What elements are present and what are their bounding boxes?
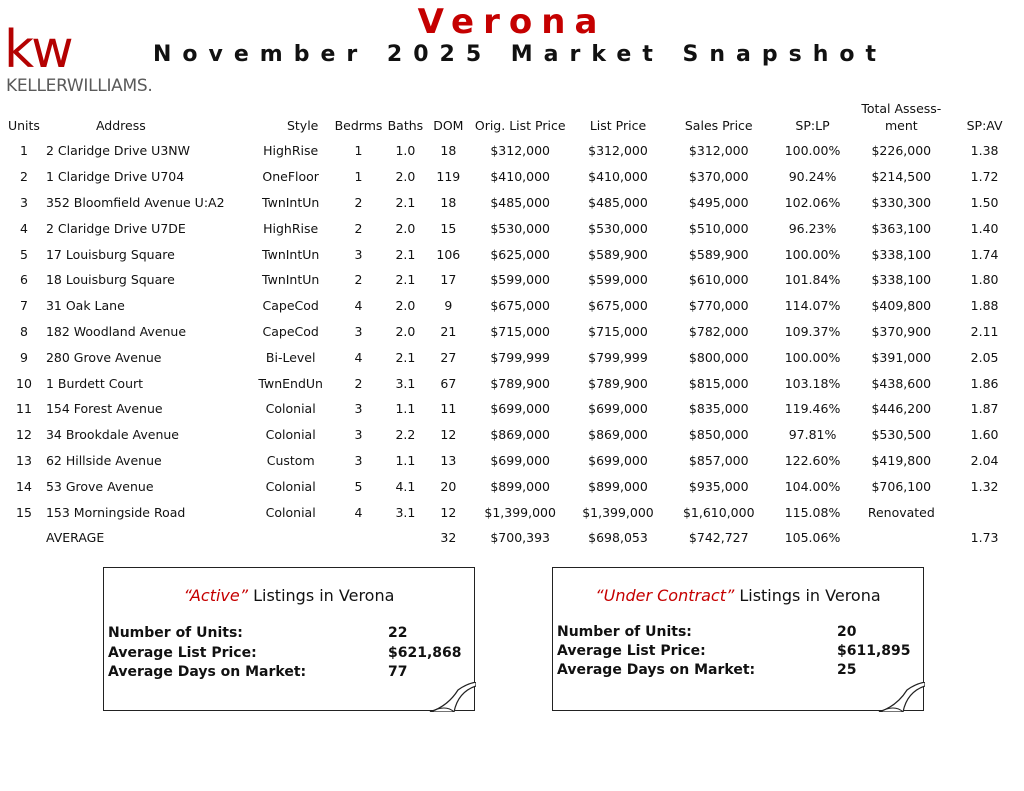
table-cell: 153 Morningside Road: [45, 504, 186, 520]
table-row: [4, 422, 1020, 448]
kw-logo-name-rest: WILLIAMS.: [66, 76, 153, 96]
table-cell: $1,610,000: [682, 504, 755, 520]
table-cell: $935,000: [688, 478, 749, 494]
table-cell: $799,999: [588, 349, 648, 365]
table-cell: 1.73: [970, 530, 999, 546]
table-row: [4, 473, 1020, 499]
table-row: [4, 293, 1020, 319]
table-cell: Colonial: [265, 401, 316, 417]
table-cell: 1.80: [970, 272, 999, 288]
table-cell: [949, 499, 1020, 525]
column-header: List Price: [589, 118, 647, 133]
table-cell: $510,000: [688, 220, 749, 236]
table-cell: 34 Brookdale Avenue: [45, 427, 179, 443]
table-cell: $338,100: [871, 246, 932, 262]
table-row: [4, 370, 1020, 396]
table-cell: 67: [440, 375, 457, 391]
table-cell: 1.40: [970, 220, 999, 236]
page-subtitle: November 2025 Market Snapshot: [153, 42, 887, 67]
column-header: DOM: [433, 118, 464, 133]
table-cell: $857,000: [688, 452, 749, 468]
table-cell: 62 Hillside Avenue: [45, 452, 162, 468]
table-cell: 2: [354, 375, 363, 391]
table-cell: $869,000: [490, 427, 551, 443]
under-contract-price-label: Average List Price:: [557, 643, 706, 659]
table-cell: 15: [440, 220, 457, 236]
table-cell: 96.23%: [788, 220, 837, 236]
table-cell: 3: [354, 452, 363, 468]
table-cell: $610,000: [688, 272, 749, 288]
table-cell: $699,000: [490, 452, 551, 468]
column-header: SP:AV: [966, 118, 1003, 133]
table-cell: $485,000: [490, 194, 551, 210]
table-cell: 115.08%: [784, 504, 841, 520]
table-cell: 104.00%: [784, 478, 841, 494]
table-cell: 18: [440, 194, 457, 210]
table-cell: 154 Forest Avenue: [45, 401, 163, 417]
kw-logo-mark: kw: [4, 20, 71, 80]
table-row: [4, 215, 1020, 241]
table-cell: HighRise: [263, 220, 319, 236]
table-cell: Bi-Level: [265, 349, 316, 365]
table-row: [4, 448, 1020, 474]
table-cell: [333, 525, 385, 551]
table-cell: 182 Woodland Avenue: [45, 323, 187, 339]
table-cell: $419,800: [871, 452, 932, 468]
table-cell: $1,399,000: [484, 504, 556, 520]
table-cell: 20: [440, 478, 457, 494]
table-cell: $226,000: [871, 143, 932, 159]
table-cell: 13: [440, 452, 457, 468]
table-cell: $312,000: [588, 143, 648, 159]
table-cell: $789,900: [588, 375, 648, 391]
table-cell: $699,000: [490, 401, 551, 417]
table-cell: 17: [440, 272, 457, 288]
table-cell: 11: [440, 401, 457, 417]
table-cell: 2: [354, 220, 363, 236]
table-cell: 101.84%: [784, 272, 841, 288]
table-cell: $312,000: [688, 143, 749, 159]
active-price-value: $621,868: [388, 645, 462, 661]
table-cell: 1.1: [395, 452, 416, 468]
table-cell: 12: [440, 504, 457, 520]
table-cell: CapeCod: [262, 323, 319, 339]
table-cell: 3: [354, 427, 363, 443]
active-listings-box: [103, 567, 475, 711]
table-cell: $700,393: [490, 530, 551, 546]
active-units-label: Number of Units:: [108, 625, 243, 641]
table-cell: Custom: [266, 452, 315, 468]
under-contract-units-value: 20: [837, 624, 857, 640]
table-cell: 2: [354, 194, 363, 210]
table-cell: 102.06%: [784, 194, 841, 210]
table-cell: 17 Louisburg Square: [45, 246, 175, 262]
table-cell: 3.1: [395, 504, 416, 520]
table-cell: Colonial: [265, 427, 316, 443]
under-contract-dom-value: 25: [837, 662, 857, 678]
table-cell: 4: [354, 504, 363, 520]
table-cell: $850,000: [688, 427, 749, 443]
table-cell: 3: [354, 323, 363, 339]
column-header: Style: [286, 118, 319, 133]
under-contract-dom-label: Average Days on Market:: [557, 662, 756, 678]
table-cell: $530,000: [588, 220, 648, 236]
table-cell: 4: [20, 220, 28, 236]
table-row: [4, 319, 1020, 345]
table-cell: $599,000: [588, 272, 648, 288]
table-cell: 1.86: [970, 375, 999, 391]
table-cell: $530,500: [871, 427, 932, 443]
table-cell: 2: [20, 169, 28, 185]
table-cell: 1.74: [970, 246, 999, 262]
table-cell: 3: [20, 194, 28, 210]
under-contract-listings-title: [553, 586, 923, 605]
table-cell: 2 Claridge Drive U3NW: [45, 143, 190, 159]
table-cell: $698,053: [588, 530, 648, 546]
table-cell: 2: [354, 272, 363, 288]
table-cell: TwnIntUn: [262, 272, 320, 288]
table-cell: 1 Burdett Court: [45, 375, 144, 391]
active-dom-value: 77: [388, 664, 408, 680]
table-cell: 3: [354, 246, 363, 262]
table-cell: 1.0: [395, 143, 416, 159]
table-cell: $699,000: [588, 401, 648, 417]
table-cell: 2.11: [970, 323, 999, 339]
column-header: Baths: [387, 118, 424, 133]
table-cell: 27: [440, 349, 457, 365]
table-cell: $409,800: [871, 298, 932, 314]
table-cell: $363,100: [871, 220, 932, 236]
table-cell: 2.0: [395, 298, 416, 314]
table-cell: $530,000: [490, 220, 551, 236]
table-cell: 8: [20, 323, 28, 339]
table-cell: 97.81%: [788, 427, 837, 443]
table-cell: $599,000: [490, 272, 551, 288]
table-cell: 1.1: [395, 401, 416, 417]
table-cell: $338,100: [871, 272, 932, 288]
table-cell: $330,300: [871, 194, 932, 210]
table-cell: 1.88: [970, 298, 999, 314]
table-cell: CapeCod: [262, 298, 319, 314]
active-listings-title: [104, 586, 474, 605]
table-cell: TwnEndUn: [258, 375, 323, 391]
table-cell: 2.0: [395, 169, 416, 185]
table-cell: 1.60: [970, 427, 999, 443]
table-cell: 12: [16, 427, 32, 443]
table-cell: 11: [16, 401, 32, 417]
table-cell: 9: [20, 349, 28, 365]
table-cell: 90.24%: [788, 169, 837, 185]
table-cell: $1,399,000: [582, 504, 654, 520]
table-cell: $782,000: [688, 323, 749, 339]
table-cell: 1: [354, 169, 363, 185]
table-cell: 53 Grove Avenue: [45, 478, 154, 494]
table-cell: 1 Claridge Drive U704: [45, 169, 185, 185]
table-cell: 4.1: [395, 478, 416, 494]
table-row: [4, 138, 1020, 164]
table-cell: 100.00%: [784, 349, 841, 365]
table-cell: $410,000: [490, 169, 551, 185]
table-cell: TwnIntUn: [262, 246, 320, 262]
table-cell: Colonial: [265, 504, 316, 520]
table-cell: 5: [354, 478, 363, 494]
table-cell: 15: [16, 504, 32, 520]
table-cell: 2.1: [395, 272, 416, 288]
page-curl-icon: [428, 682, 476, 712]
active-title-rest: Listings in Verona: [248, 586, 395, 605]
table-cell: 1: [20, 143, 28, 159]
table-row: [4, 190, 1020, 216]
under-contract-title-highlight: “Under Contract”: [595, 586, 735, 605]
table-cell: $815,000: [688, 375, 749, 391]
under-contract-listings-box: [552, 567, 924, 711]
market-table: [4, 94, 1020, 551]
table-cell: 12: [440, 427, 457, 443]
table-cell: 109.37%: [784, 323, 841, 339]
table-cell: 3: [354, 401, 363, 417]
table-cell: 280 Grove Avenue: [45, 349, 162, 365]
average-row: [4, 525, 1020, 551]
active-title-highlight: “Active”: [183, 586, 249, 605]
table-cell: $869,000: [588, 427, 648, 443]
kw-logo-name-bold: KELLER: [6, 76, 67, 96]
column-header: Sales Price: [684, 118, 753, 133]
table-cell: $214,500: [871, 169, 932, 185]
column-header: SP:LP: [795, 118, 830, 133]
table-cell: 100.00%: [784, 246, 841, 262]
column-header: Units: [7, 118, 40, 133]
table-cell: 21: [440, 323, 457, 339]
table-cell: $770,000: [688, 298, 749, 314]
table-header-row: [4, 94, 1020, 138]
table-cell: [853, 525, 949, 551]
table-cell: 2.0: [395, 220, 416, 236]
table-cell: $410,000: [588, 169, 648, 185]
table-cell: 14: [16, 478, 32, 494]
table-cell: 2.0: [395, 323, 416, 339]
table-cell: 10: [16, 375, 32, 391]
table-cell: 1.50: [970, 194, 999, 210]
table-cell: 1.72: [970, 169, 999, 185]
table-cell: $799,999: [490, 349, 551, 365]
table-row: [4, 241, 1020, 267]
table-row: [4, 164, 1020, 190]
table-cell: $789,900: [490, 375, 551, 391]
table-cell: $835,000: [688, 401, 749, 417]
under-contract-units-label: Number of Units:: [557, 624, 692, 640]
table-row: [4, 267, 1020, 293]
table-cell: $706,100: [871, 478, 932, 494]
table-cell: $675,000: [588, 298, 648, 314]
table-cell: 18 Louisburg Square: [45, 272, 175, 288]
table-cell: $485,000: [588, 194, 648, 210]
table-row: [4, 499, 1020, 525]
table-cell: 1: [354, 143, 363, 159]
table-cell: Renovated: [867, 504, 935, 520]
active-units-value: 22: [388, 625, 408, 641]
table-cell: 2.04: [970, 452, 999, 468]
table-cell: $312,000: [490, 143, 551, 159]
table-cell: 32: [440, 530, 457, 546]
table-cell: $589,900: [588, 246, 648, 262]
table-cell: $589,900: [688, 246, 749, 262]
table-cell: 9: [444, 298, 453, 314]
under-contract-title-rest: Listings in Verona: [734, 586, 881, 605]
page-title: Verona: [417, 2, 607, 42]
table-cell: $715,000: [490, 323, 551, 339]
table-cell: $699,000: [588, 452, 648, 468]
table-cell: 2.1: [395, 246, 416, 262]
table-cell: $446,200: [871, 401, 932, 417]
table-cell: 1.87: [970, 401, 999, 417]
table-cell: 3.1: [395, 375, 416, 391]
table-cell: $800,000: [688, 349, 749, 365]
table-cell: $370,000: [688, 169, 749, 185]
table-cell: 352 Bloomfield Avenue U:A2: [45, 194, 225, 210]
table-cell: 103.18%: [784, 375, 841, 391]
table-cell: $899,000: [490, 478, 551, 494]
table-cell: 2.1: [395, 194, 416, 210]
table-cell: 114.07%: [784, 298, 841, 314]
page-curl-icon: [877, 682, 925, 712]
table-cell: 5: [20, 246, 28, 262]
column-header: Total Assess- ment: [861, 101, 942, 133]
table-body: [4, 138, 1020, 551]
table-cell: 4: [354, 298, 363, 314]
table-cell: $438,600: [871, 375, 932, 391]
table-cell: 119: [436, 169, 461, 185]
table-cell: TwnIntUn: [262, 194, 320, 210]
table-cell: $370,900: [871, 323, 932, 339]
table-cell: 2.1: [395, 349, 416, 365]
table-cell: $391,000: [871, 349, 932, 365]
active-price-label: Average List Price:: [108, 645, 257, 661]
kw-logo-name: [6, 76, 152, 96]
table-cell: 18: [440, 143, 457, 159]
column-header: Address: [95, 118, 146, 133]
table-cell: 6: [20, 272, 28, 288]
table-cell: 105.06%: [784, 530, 841, 546]
table-cell: Colonial: [265, 478, 316, 494]
column-header: Bedrms: [334, 118, 383, 133]
table-cell: 2 Claridge Drive U7DE: [45, 220, 186, 236]
table-cell: $675,000: [490, 298, 551, 314]
table-cell: $715,000: [588, 323, 648, 339]
active-dom-label: Average Days on Market:: [108, 664, 307, 680]
table-cell: HighRise: [263, 143, 319, 159]
table-cell: 2.2: [395, 427, 416, 443]
table-row: [4, 344, 1020, 370]
table-row: [4, 396, 1020, 422]
table-cell: $742,727: [688, 530, 749, 546]
table-cell: [4, 525, 44, 551]
table-cell: 100.00%: [784, 143, 841, 159]
column-header: Orig. List Price: [474, 118, 566, 133]
under-contract-price-value: $611,895: [837, 643, 911, 659]
table-cell: 7: [20, 298, 28, 314]
table-cell: 119.46%: [784, 401, 841, 417]
table-cell: 31 Oak Lane: [45, 298, 125, 314]
table-cell: 106: [436, 246, 461, 262]
table-cell: OneFloor: [262, 169, 319, 185]
table-cell: [249, 525, 333, 551]
table-cell: [384, 525, 426, 551]
table-cell: $899,000: [588, 478, 648, 494]
table-cell: $495,000: [688, 194, 749, 210]
table-cell: 4: [354, 349, 363, 365]
table-cell: 2.05: [970, 349, 999, 365]
table-cell: 122.60%: [784, 452, 841, 468]
table-cell: $625,000: [490, 246, 551, 262]
table-cell: 1.38: [970, 143, 999, 159]
table-cell: AVERAGE: [45, 530, 105, 546]
table-cell: 1.32: [970, 478, 999, 494]
table-cell: 13: [16, 452, 32, 468]
